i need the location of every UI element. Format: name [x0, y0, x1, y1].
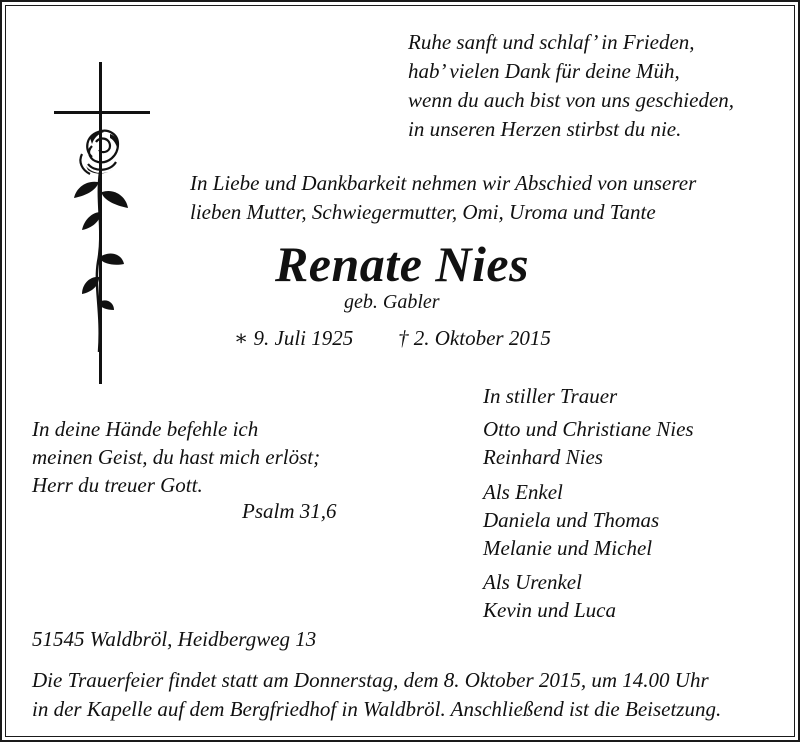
grandchildren-heading: Als Enkel	[483, 480, 563, 504]
mourner-name: Daniela und Thomas	[483, 508, 660, 532]
poem-line: in unseren Herzen stirbst du nie.	[408, 117, 682, 141]
psalm-reference: Psalm 31,6	[242, 499, 337, 523]
mourner-name: Melanie und Michel	[483, 536, 653, 560]
psalm-line: Herr du treuer Gott.	[32, 473, 203, 497]
poem-line: wenn du auch bist von uns geschieden,	[408, 88, 735, 112]
address: 51545 Waldbröl, Heidbergweg 13	[32, 627, 317, 651]
deceased-name: Renate Nies	[274, 236, 530, 292]
mourners-heading: In stiller Trauer	[483, 384, 618, 408]
intro-line: lieben Mutter, Schwiegermutter, Omi, Uroma und Tante	[190, 200, 656, 224]
mourner-name: Reinhard Nies	[483, 445, 603, 469]
psalm-line: In deine Hände befehle ich	[32, 417, 259, 441]
funeral-info-line: in der Kapelle auf dem Bergfriedhof in Waldbröl. Anschließend ist die Beisetzung.	[32, 697, 722, 721]
great-grandchildren-heading: Als Urenkel	[483, 570, 582, 594]
cross-with-rose-icon	[52, 62, 152, 384]
funeral-info-line: Die Trauerfeier findet statt am Donnerstag, dem 8. Oktober 2015, um 14.00 Uhr	[32, 668, 709, 692]
poem-line: Ruhe sanft und schlaf’ in Frieden,	[408, 30, 695, 54]
poem-line: hab’ vielen Dank für deine Müh,	[408, 59, 680, 83]
birth-date: ∗ 9. Juli 1925	[234, 326, 354, 350]
death-date: † 2. Oktober 2015	[398, 326, 551, 350]
intro-line: In Liebe und Dankbarkeit nehmen wir Abschied von unserer	[190, 171, 697, 195]
mourner-name: Otto und Christiane Nies	[483, 417, 694, 441]
psalm-line: meinen Geist, du hast mich erlöst;	[32, 445, 321, 469]
mourner-name: Kevin und Luca	[483, 598, 616, 622]
maiden-name: geb. Gabler	[344, 291, 440, 313]
